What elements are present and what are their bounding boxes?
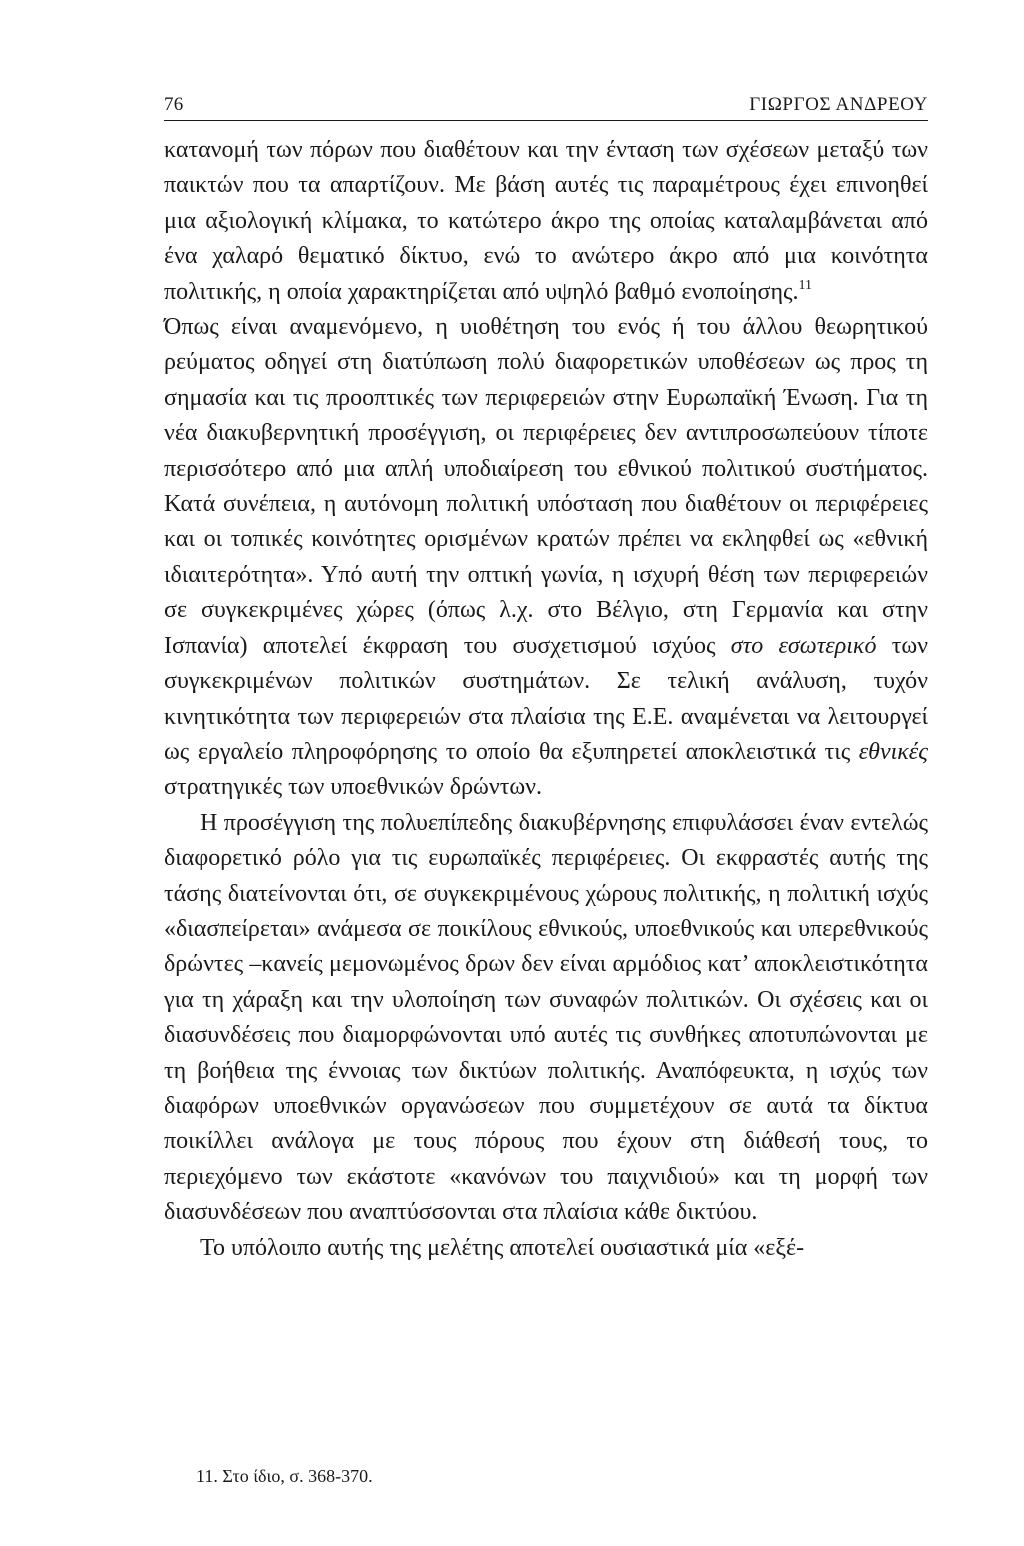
paragraph-1 (164, 133, 928, 310)
paragraph-4: Το υπόλοιπο αυτής της μελέτης αποτελεί ουσιαστικά μία «εξέ- (200, 1234, 805, 1261)
header-rule (164, 120, 928, 121)
body-text (164, 133, 928, 1266)
paragraph-1-text: κατανομή των πόρων που διαθέτουν και την ένταση των σχέσεων μεταξύ των παικτών που τα απαρτίζουν. Με βάση αυτές τις παραμέτρους έχει επινοηθεί μια αξιολογική κλίμακα, το κατώτερο άκρο της οποίας καταλαμβάνεται από ένα χαλαρό θεματικό δίκτυο, ενώ το ανώτερο άκρο από μια κοινότητα πολιτικής, η οποία χαρακτηρίζεται από υψηλό βαθμό ενοποίησης. (164, 137, 928, 305)
paragraph-2-emphasis-1: στο εσωτερικό (730, 632, 877, 659)
running-title: ΓΙΩΡΓΟΣ ΑΝΔΡΕΟΥ (749, 94, 928, 115)
paragraph-2 (164, 310, 928, 806)
page-number: 76 (164, 94, 184, 115)
paragraph-3: Η προσέγγιση της πολυεπίπεδης διακυβέρνησης επιφυλάσσει έναν εντελώς διαφορετικό ρόλο για τις ευρωπαϊκές περιφέρειες. Οι εκφραστές αυτής της τάσης διατείνονται ότι, σε συγκεκριμένους χώρους πολιτικής, η πολιτική ισχύς «διασπείρεται» ανάμεσα σε ποικίλους εθνικούς, υποεθνικούς και υπερεθνικούς δρώντες –κανείς μεμονωμένος δρων δεν είναι αρμόδιος κατ’ αποκλειστικότητα για τη χάραξη και την υλοποίηση των συναφών πολιτικών. Οι σχέσεις και οι διασυνδέσεις που διαμορφώνονται υπό αυτές τις συνθήκες αποτυπώνονται με τη βοήθεια της έννοιας των δικτύων πολιτικής. Αναπόφευκτα, η ισχύς των διαφόρων υποεθνικών οργανώσεων που συμμετέχουν σε αυτά τα δίκτυα ποικίλλει ανάλογα με τους πόρους που έχουν στη διάθεσή τους, το περιεχόμενο των εκάστοτε «κανόνων του παιχνιδιού» και τη μορφή των διασυνδέσεων που αναπτύσσονται στα πλαίσια κάθε δικτύου. (164, 809, 928, 1226)
footnote-reference: 11 (798, 277, 812, 293)
paragraph-2-part-2: των συγκεκριμένων πολιτικών συστημάτων. Σε τελική ανάλυση, τυχόν κινητικότητα των περιφερειών στα πλαίσια της Ε.Ε. αναμένεται να λειτουργεί ως εργαλείο πληροφόρησης το οποίο θα εξυπηρετεί αποκλειστικά τις (164, 632, 929, 765)
paragraph-2-part-1: Όπως είναι αναμενόμενο, η υιοθέτηση του ενός ή του άλλου θεωρητικού ρεύματος οδηγεί στη διατύπωση πολύ διαφορετικών υποθέσεων ως προς τη σημασία και τις προοπτικές των περιφερειών στην Ευρωπαϊκή Ένωση. Για τη νέα διακυβερνητική προσέγγιση, οι περιφέρειες δεν αντιπροσωπεύουν τίποτε περισσότερο από μια απλή υποδιαίρεση του εθνικού πολιτικού συστήματος. Κατά συνέπεια, η αυτόνομη πολιτική υπόσταση που διαθέτουν οι περιφέρειες και οι τοπικές κοινότητες ορισμένων κρατών πρέπει να εκληφθεί ως «εθνική ιδιαιτερότητα». Υπό αυτή την οπτική γωνία, η ισχυρή θέση των περιφερειών σε συγκεκριμένες χώρες (όπως λ.χ. στο Βέλγιο, στη Γερμανία και στην Ισπανία) αποτελεί έκφραση του συσχετισμού ισχύος (164, 314, 928, 659)
running-head (164, 90, 928, 116)
paragraph-2-emphasis-2: εθνικές (858, 738, 928, 765)
paragraph-2-part-3: στρατηγικές των υποεθνικών δρώντων. (164, 774, 542, 801)
footnote: 11. Στο ίδιο, σ. 368-370. (196, 1466, 373, 1486)
